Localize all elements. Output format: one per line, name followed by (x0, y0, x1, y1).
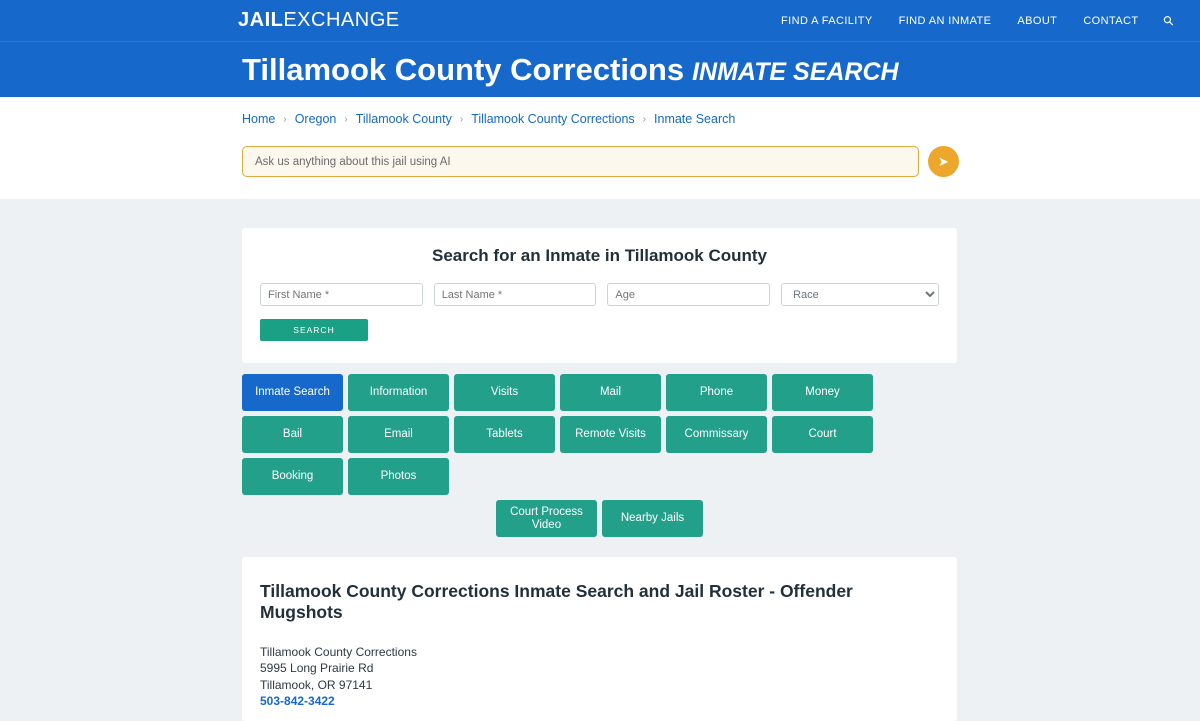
breadcrumb-item-home[interactable]: Home (242, 112, 276, 126)
page-title-sub: INMATE SEARCH (692, 58, 899, 86)
breadcrumb-and-ai-section (0, 97, 1200, 199)
facility-name: Tillamook County Corrections (260, 645, 417, 659)
facility-info-heading: Tillamook County Corrections Inmate Search and Jail Roster - Offender Mugshots (260, 581, 853, 622)
nav-item-about[interactable]: ABOUT (1017, 14, 1058, 27)
tab-remote-visits[interactable]: Remote Visits (560, 416, 661, 453)
breadcrumb (0, 97, 1200, 126)
facility-phone-link[interactable]: 503-842-3422 (260, 694, 335, 709)
tab-commissary[interactable]: Commissary (666, 416, 767, 453)
search-icon[interactable]: ⚲ (1160, 11, 1178, 29)
main-content (0, 199, 1200, 721)
tab-information[interactable]: Information (348, 374, 449, 411)
breadcrumb-item-inmate-search: Inmate Search (654, 112, 736, 126)
inmate-search-title: Search for an Inmate in Tillamook County (431, 246, 768, 265)
tab-court[interactable]: Court (772, 416, 873, 453)
tab-money[interactable]: Money (772, 374, 873, 411)
tab-mail[interactable]: Mail (560, 374, 661, 411)
tab-inmate-search[interactable]: Inmate Search (242, 374, 343, 411)
tab-booking[interactable]: Booking (242, 458, 343, 495)
section-tab-grid-last-row (242, 500, 957, 537)
first-name-input[interactable] (260, 283, 423, 306)
breadcrumb-separator-icon: › (642, 113, 647, 125)
tab-photos[interactable]: Photos (348, 458, 449, 495)
facility-city-state-zip: Tillamook, OR 97141 (260, 677, 373, 692)
facility-info-card (242, 557, 957, 721)
page-hero (0, 41, 1200, 97)
inmate-search-fields (260, 283, 939, 306)
page-title (242, 54, 899, 85)
tab-tablets[interactable]: Tablets (454, 416, 555, 453)
ai-search-input[interactable] (242, 146, 919, 177)
breadcrumb-item-oregon[interactable]: Oregon (294, 112, 337, 126)
search-button[interactable]: SEARCH (260, 319, 368, 341)
breadcrumb-item-tillamook-county[interactable]: Tillamook County (355, 112, 452, 126)
inmate-search-card (242, 228, 957, 363)
nav-item-find-a-facility[interactable]: FIND A FACILITY (781, 14, 873, 27)
tab-email[interactable]: Email (348, 416, 449, 453)
race-select[interactable] (781, 283, 939, 306)
tab-court-process-video[interactable]: Court Process Video (496, 500, 597, 537)
breadcrumb-separator-icon: › (283, 113, 287, 125)
breadcrumb-separator-icon: › (344, 113, 348, 125)
facility-street: 5995 Long Prairie Rd (260, 661, 374, 676)
ai-submit-button[interactable]: ➤ (928, 146, 959, 177)
breadcrumb-separator-icon: › (459, 113, 464, 125)
logo-bold-text: JAIL (238, 9, 284, 31)
section-tab-grid (242, 374, 957, 495)
breadcrumb-item-tillamook-county-corrections[interactable]: Tillamook County Corrections (471, 112, 635, 126)
last-name-input[interactable] (434, 283, 597, 306)
tab-phone[interactable]: Phone (666, 374, 767, 411)
main-nav (781, 11, 1178, 29)
age-input[interactable] (607, 283, 770, 306)
top-navigation-bar (0, 0, 1200, 41)
page-title-main: Tillamook County Corrections (242, 52, 685, 87)
ai-search-row (0, 126, 1200, 177)
tab-nearby-jails[interactable]: Nearby Jails (602, 500, 703, 537)
nav-item-contact[interactable]: CONTACT (1083, 14, 1139, 27)
tab-bail[interactable]: Bail (242, 416, 343, 453)
logo-light-text: EXCHANGE (283, 9, 400, 31)
tab-visits[interactable]: Visits (454, 374, 555, 411)
nav-item-find-an-inmate[interactable]: FIND AN INMATE (898, 14, 992, 27)
site-logo[interactable] (238, 9, 400, 32)
facility-address-block (260, 645, 939, 709)
